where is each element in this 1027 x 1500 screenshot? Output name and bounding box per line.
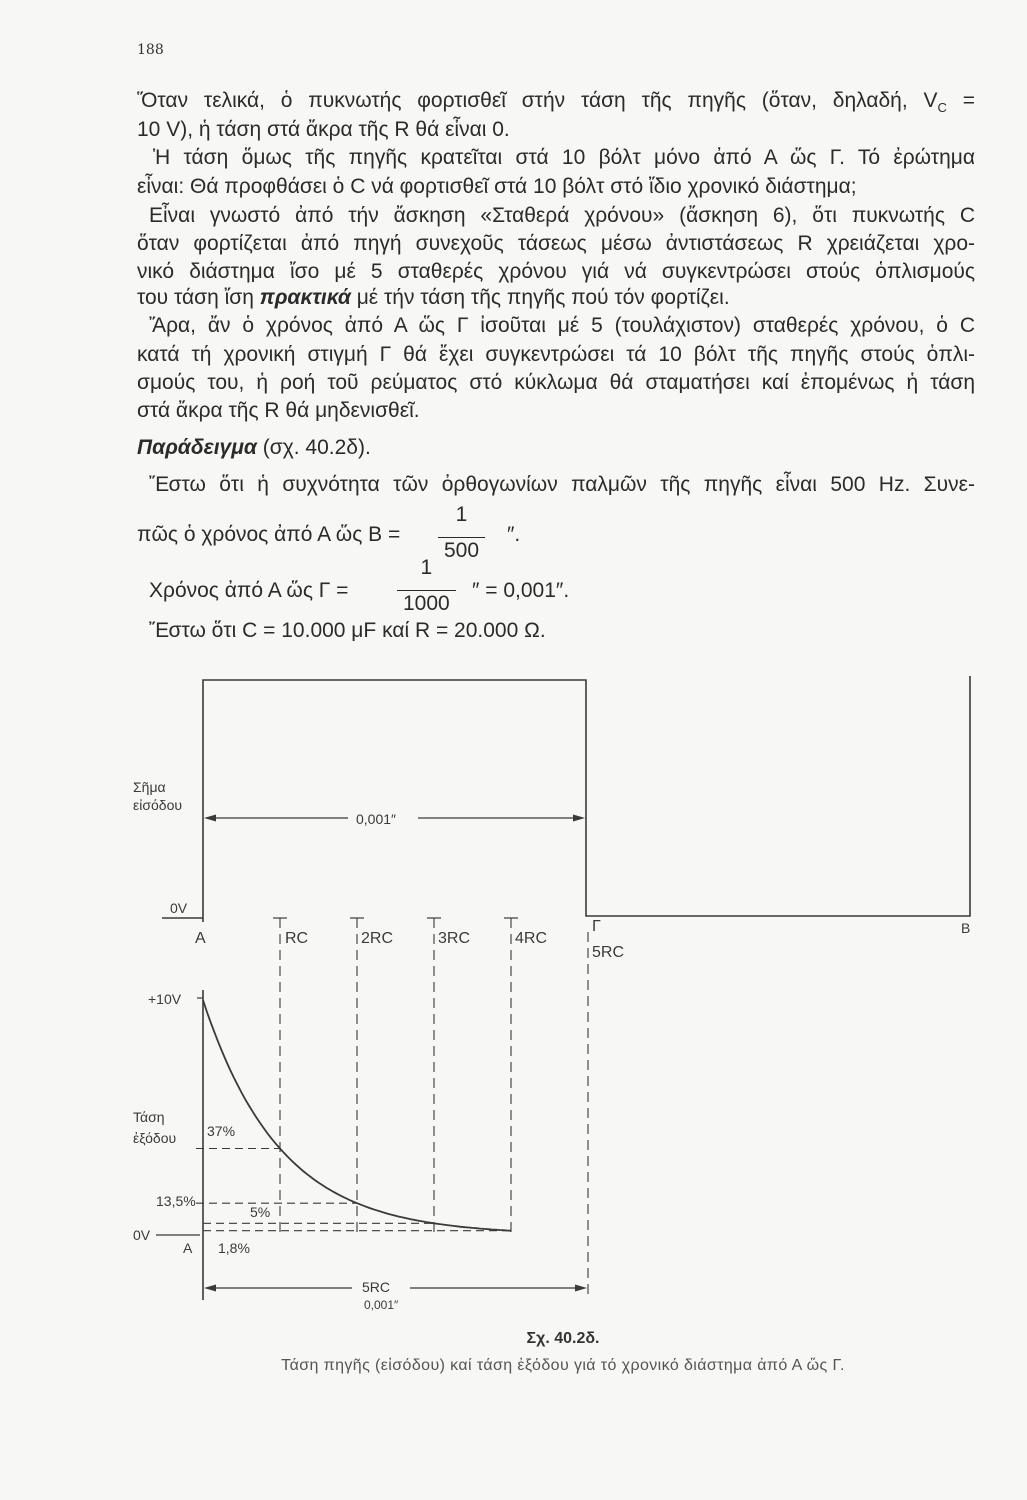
body-line-1-text: Ὅταν τελικά, ὁ πυκνωτής φορτισθεῖ στήν τάση τῆς πηγῆς (ὅταν, δηλαδή, V xyxy=(137,89,938,112)
figure-caption-text: Τάση πηγῆς (εἰσόδου) καί τάση ἐξόδου γιά τό χρονικό διάστημα ἀπό Α ὥς Γ. xyxy=(281,1357,845,1374)
input-square-wave xyxy=(203,676,970,922)
example-figure-ref: (σχ. 40.2δ). xyxy=(256,436,371,459)
point-a-label: Α xyxy=(195,930,206,947)
output-point-a-label: Α xyxy=(183,1240,193,1256)
voltage-subscript: C xyxy=(937,100,947,115)
example-heading: Παράδειγμα xyxy=(137,436,257,459)
body-line-15: πῶς ὁ χρόνος ἀπό Α ὥς Β = xyxy=(137,523,401,546)
body-line-6: ὅταν φορτίζεται ἀπό πηγή συνεχοῦς τάσεως μέσω ἀντιστάσεως R χρειάζεται χρο- xyxy=(137,232,975,255)
body-line-8-start: του τάση ἴση xyxy=(137,286,260,309)
body-line-7: νικό διάστημα ἴσο μέ 5 σταθερές χρόνου γιά νά συγκεντρώσει στούς ὁπλισμούς xyxy=(137,260,975,283)
body-line-4: εἶναι: Θά προφθάσει ὁ C νά φορτισθεῖ στά 10 βόλτ στό ἴδιο χρονικό διάστημα; xyxy=(137,175,857,198)
tick-label-4rc: 4RC xyxy=(515,930,548,947)
point-b-label: Β xyxy=(961,920,971,936)
body-line-16-end: ″ = 0,001″. xyxy=(472,579,570,602)
duration-dim-top-label: 5RC xyxy=(362,1279,391,1295)
page-number: 188 xyxy=(137,42,164,58)
tick-label-3rc: 3RC xyxy=(438,930,471,947)
output-max-label: +10V xyxy=(148,991,182,1007)
level-5-label: 5% xyxy=(250,1204,271,1220)
emphasis-word: πρακτικά xyxy=(259,286,351,309)
fraction-denominator: 500 xyxy=(444,539,480,562)
point-g-label: Γ xyxy=(592,918,601,935)
arrowhead-left xyxy=(204,1285,216,1292)
input-signal-label-line1: Σῆμα xyxy=(133,779,166,795)
fraction-denominator: 1000 xyxy=(403,592,450,615)
arrowhead-left xyxy=(204,815,216,822)
body-line-12: στά ἄκρα τῆς R θά μηδενισθεῖ. xyxy=(137,399,420,422)
body-line-10: κατά τή χρονική στιγμή Γ θά ἔχει συγκεντρώσει τά 10 βόλτ τῆς πηγῆς στούς ὁπλι- xyxy=(137,343,975,366)
body-line-17: Ἔστω ὅτι C = 10.000 μF καί R = 20.000 Ω. xyxy=(149,619,546,642)
tick-label-rc: RC xyxy=(285,930,309,947)
input-signal-label-line2: εἰσόδου xyxy=(133,797,183,813)
tick-label-5rc: 5RC xyxy=(592,944,625,961)
tick-label-2rc: 2RC xyxy=(361,930,394,947)
body-line-9: Ἄρα, ἄν ὁ χρόνος ἀπό Α ὥς Γ ἰσοῦται μέ 5 (τουλάχιστον) σταθερές χρόνου, ὁ C xyxy=(149,314,975,337)
body-line-3: Ἡ τάση ὅμως τῆς πηγῆς κρατεῖται στά 10 βόλτ μόνο ἀπό Α ὥς Γ. Τό ἐρώτημα xyxy=(153,146,975,169)
fraction-numerator: 1 xyxy=(455,503,468,526)
body-line-16: Χρόνος ἀπό Α ὥς Γ = xyxy=(149,579,349,602)
body-line-14: Ἔστω ὅτι ἡ συχνότητα τῶν ὀρθογωνίων παλμῶν τῆς πηγῆς εἶναι 500 Hz. Συνε- xyxy=(149,473,975,496)
figure-caption-number: Σχ. 40.2δ. xyxy=(526,1330,600,1347)
body-line-11: σμούς του, ἡ ροή τοῦ ρεύματος στό κύκλωμα θά σταματήσει καί ἐπομένως ἡ τάση xyxy=(137,371,975,394)
arrowhead-right xyxy=(575,1285,587,1292)
output-zero-label: 0V xyxy=(133,1227,151,1243)
body-line-1-tail: = xyxy=(946,89,975,112)
arrowhead-right xyxy=(573,815,585,822)
body-line-2: 10 V), ἡ τάση στά ἄκρα τῆς R θά εἶναι 0. xyxy=(137,118,510,141)
output-signal-label-line2: ἐξόδου xyxy=(133,1130,177,1146)
level-1-8-label: 1,8% xyxy=(218,1240,250,1256)
pulse-width-label: 0,001″ xyxy=(356,811,396,827)
body-line-5: Εἶναι γνωστό ἀπό τήν ἄσκηση «Σταθερά χρόνου» (ἄσκηση 6), ὅτι πυκνωτής C xyxy=(149,204,975,227)
fraction-numerator: 1 xyxy=(420,556,433,579)
level-13-5-label: 13,5% xyxy=(156,1193,196,1209)
output-signal-label-line1: Τάση xyxy=(133,1109,165,1125)
level-37-label: 37% xyxy=(207,1123,236,1139)
duration-dim-bottom-label: 0,001″ xyxy=(364,1298,399,1312)
body-line-8-end: μέ τήν τάση τῆς πηγῆς πού τόν φορτίζει. xyxy=(350,286,730,309)
input-zero-label: 0V xyxy=(170,900,188,916)
body-line-15-end: ″. xyxy=(507,523,521,546)
